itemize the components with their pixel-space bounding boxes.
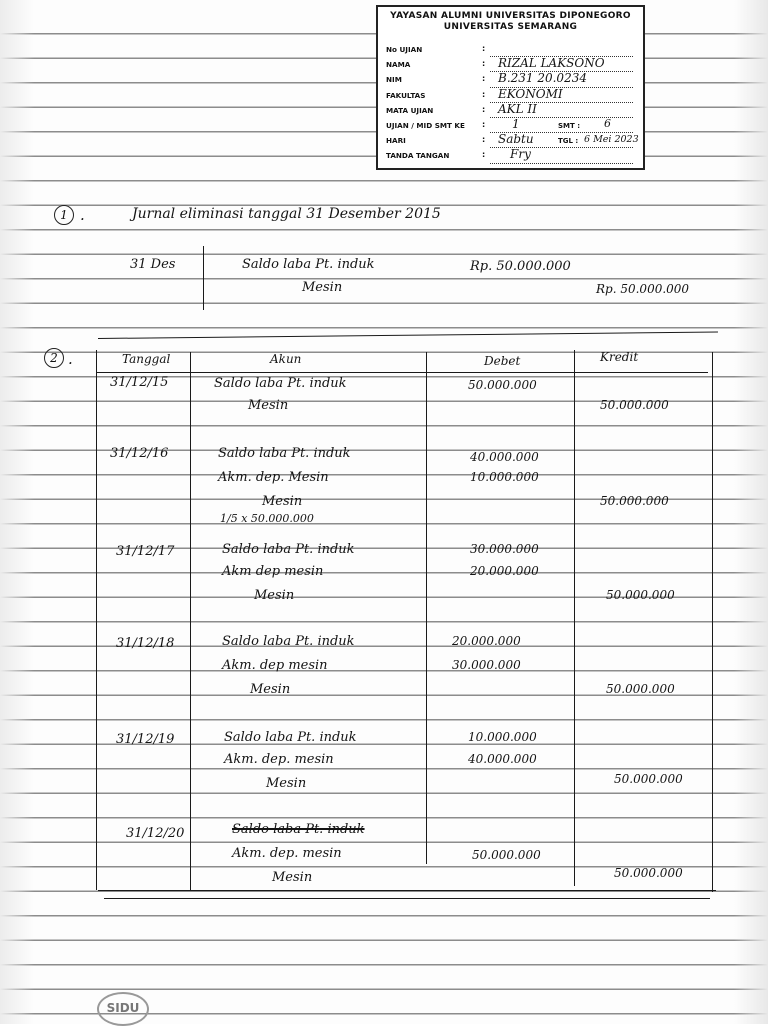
value-smt: 6 [604, 116, 611, 130]
table-row-debit: 50.000.000 [472, 848, 541, 862]
label-no-ujian: No UJIAN [386, 45, 423, 54]
value-mata-ujian: AKL II [498, 101, 537, 116]
table-row-account: Saldo laba Pt. induk [214, 376, 347, 391]
q1-divider [203, 246, 204, 310]
stamp-title-line2: UNIVERSITAS SEMARANG [443, 22, 578, 32]
table-row-account: Mesin [250, 682, 291, 697]
table-row-debit: 20.000.000 [470, 564, 539, 578]
table-bottom-line [98, 890, 716, 891]
table-row-account: Akm. dep mesin [222, 658, 328, 673]
table-header-line [96, 372, 708, 373]
table-row-credit: 50.000.000 [600, 398, 669, 412]
table-row-date: 31/12/18 [116, 636, 175, 651]
table-row-account: Akm. dep. mesin [232, 846, 342, 861]
table-row-account: Saldo laba Pt. induk [222, 542, 355, 557]
table-col-divider-3 [574, 350, 575, 886]
table-row-account: Mesin [254, 588, 295, 603]
colon: : [482, 135, 486, 145]
value-fakultas: EKONOMI [498, 86, 563, 101]
q1-debit-amount: Rp. 50.000.000 [470, 259, 571, 274]
header-akun: Akun [270, 352, 302, 366]
header-kredit: Kredit [600, 350, 639, 364]
table-row-account: Saldo laba Pt. induk [222, 634, 355, 649]
table-row-debit: 30.000.000 [452, 658, 521, 672]
table-under-line [104, 898, 710, 899]
table-row-account: Mesin [248, 398, 289, 413]
table-row-debit: 40.000.000 [468, 752, 537, 766]
table-row-date: 31/12/20 [126, 826, 185, 841]
table-row-account: Mesin [262, 494, 303, 509]
value-nim: B.231 20.0234 [498, 71, 587, 86]
table-row-date: 31/12/17 [116, 544, 175, 559]
table-row-account: Mesin [272, 870, 313, 885]
table-row-debit: 50.000.000 [468, 378, 537, 392]
label-hari: HARI [386, 136, 406, 146]
colon: : [482, 89, 486, 99]
colon: : [482, 104, 486, 114]
stamp-title-line1: YAYASAN ALUMNI UNIVERSITAS DIPONEGORO [390, 11, 631, 21]
stamp-title [378, 11, 643, 33]
paper-edge-left [0, 0, 34, 1024]
colon: : [482, 74, 486, 84]
table-row-debit: 40.000.000 [470, 450, 539, 464]
value-hari: Sabtu [498, 132, 534, 147]
table-row-account: Akm. dep. Mesin [218, 470, 329, 485]
stamp-row-tanda-tangan [386, 149, 637, 164]
label-nama: NAMA [386, 60, 411, 70]
table-row-account-struck: Saldo laba Pt. induk [232, 822, 365, 837]
label-mata-ujian: MATA UJIAN [386, 105, 434, 115]
table-row-credit: 50.000.000 [606, 588, 675, 602]
table-row-debit: 20.000.000 [452, 634, 521, 648]
question-1-number: 1 [54, 205, 74, 225]
question-1-heading: Jurnal eliminasi tanggal 31 Desember 2015 [132, 206, 441, 222]
stamp-fields [386, 43, 637, 165]
paper-edge-right [734, 0, 768, 1024]
table-row-account: Mesin [266, 776, 307, 791]
table-row-date: 31/12/15 [110, 375, 169, 390]
table-right-border [712, 352, 713, 892]
colon: : [482, 44, 486, 53]
table-row-debit: 10.000.000 [468, 730, 537, 744]
header-debet: Debet [484, 354, 521, 368]
q1-account-credit: Mesin [302, 280, 343, 295]
table-row-credit: 50.000.000 [606, 682, 675, 696]
question-1-dot: . [80, 206, 85, 224]
value-tgl: 6 Mei 2023 [584, 134, 639, 146]
table-row-credit: 50.000.000 [614, 866, 683, 880]
table-row-date: 31/12/16 [110, 446, 169, 461]
table-row-note: 1/5 x 50.000.000 [220, 512, 314, 525]
label-nim: NIM [386, 75, 402, 85]
signature: Fry [510, 147, 531, 162]
table-row-credit: 50.000.000 [600, 494, 669, 508]
colon: : [482, 119, 486, 129]
table-row-date: 31/12/19 [116, 732, 175, 747]
table-col-divider-1 [190, 352, 191, 890]
colon: : [482, 59, 486, 69]
value-ujian-mid: 1 [512, 116, 520, 131]
question-2-dot: . [68, 350, 73, 368]
table-row-debit: 10.000.000 [470, 470, 539, 484]
colon: : [482, 150, 486, 160]
table-row-account: Akm dep mesin [222, 564, 324, 579]
label-smt: SMT : [558, 121, 581, 130]
q1-account-debit: Saldo laba Pt. induk [242, 257, 375, 272]
table-row-credit: 50.000.000 [614, 772, 683, 786]
label-ujian-mid: UJIAN / MID SMT KE [386, 120, 465, 130]
label-tanda-tangan: TANDA TANGAN [386, 151, 450, 161]
q1-credit-amount: Rp. 50.000.000 [596, 282, 690, 296]
sidu-logo: SIDU [97, 992, 149, 1026]
exam-stamp [376, 5, 645, 170]
table-row-account: Saldo laba Pt. induk [224, 730, 357, 745]
q1-date: 31 Des [130, 257, 176, 272]
label-tgl: TGL : [558, 137, 579, 146]
label-fakultas: FAKULTAS [386, 90, 426, 100]
question-2-number: 2 [44, 348, 64, 368]
table-row-account: Akm. dep. mesin [224, 752, 334, 767]
table-row-account: Saldo laba Pt. induk [218, 446, 351, 461]
table-row-debit: 30.000.000 [470, 542, 539, 556]
value-nama: RIZAL LAKSONO [498, 56, 605, 71]
table-col-divider-2 [426, 352, 427, 864]
table-left-border [96, 350, 97, 890]
header-tanggal: Tanggal [122, 352, 171, 366]
